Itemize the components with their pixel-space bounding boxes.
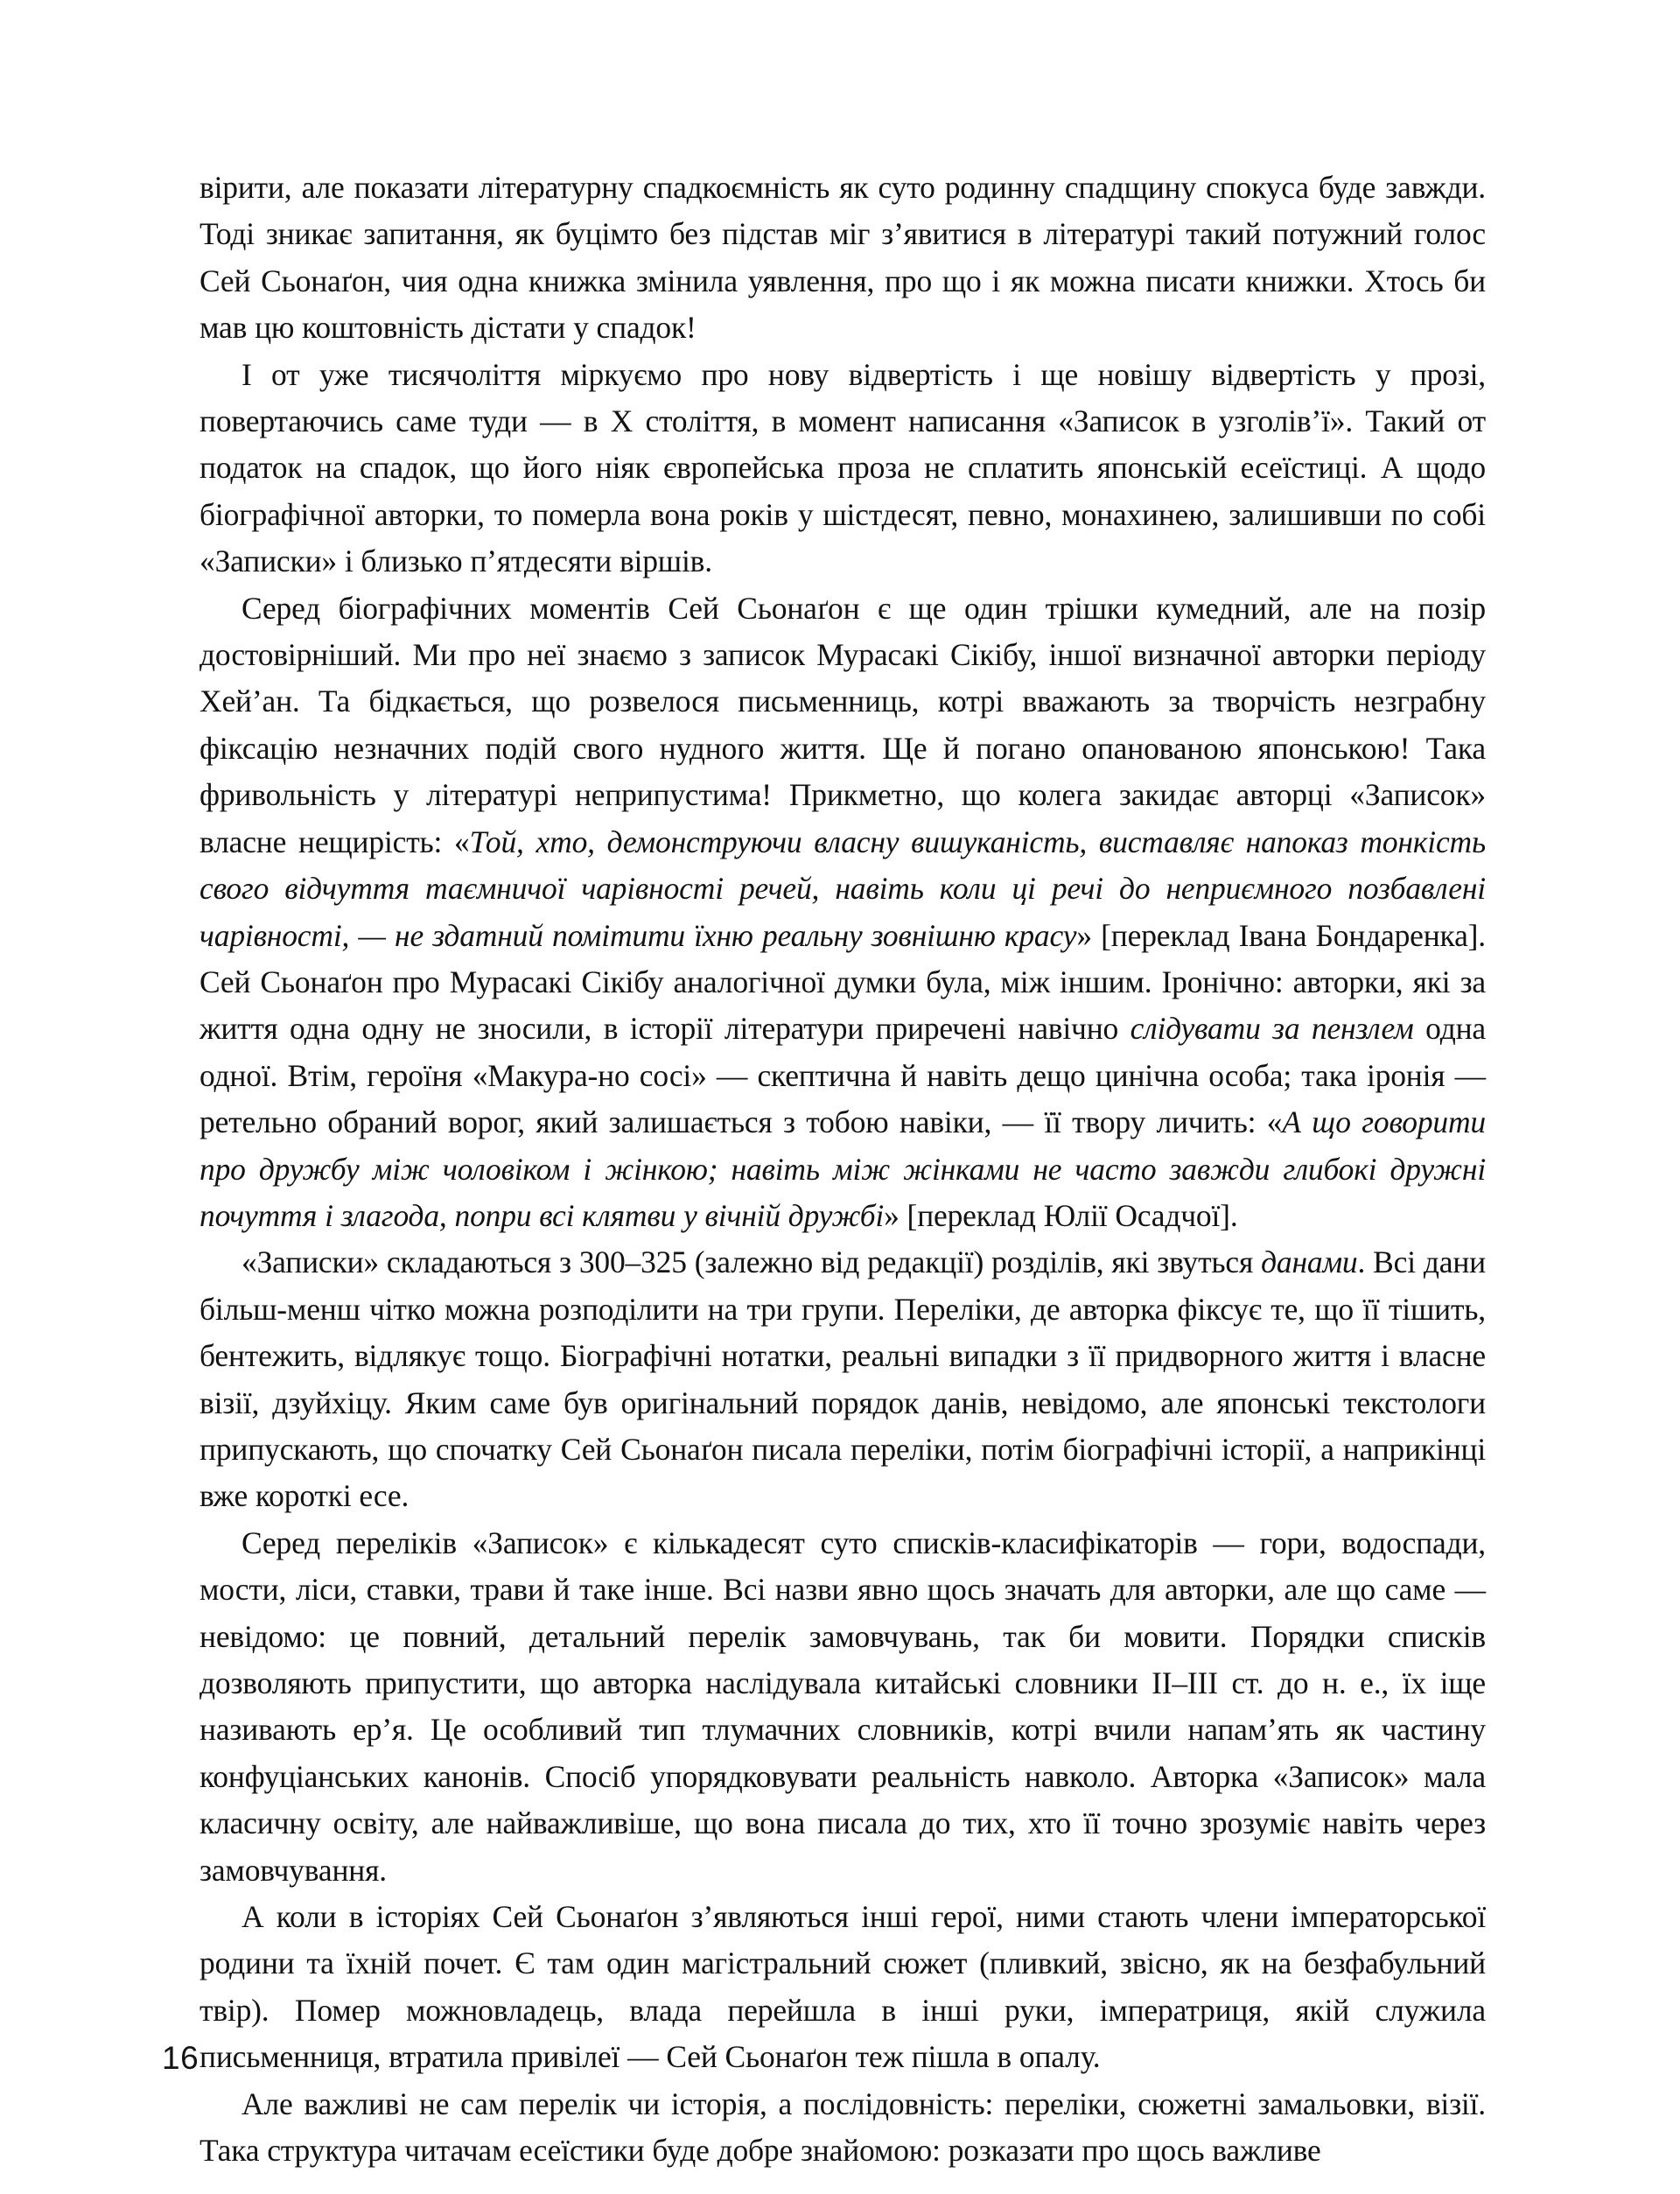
text-run: Серед біографічних моментів Сей Сьонаґон є ще один трішки кумедний, але на позір достовірніший. Ми про неї знаємо з записок Мурасакі Сікібу, іншої визначної авторки періоду Хей’ан. Та бідкається, що розвелося письменниць, котрі вважають за творчість незграбну фіксацію незначних подій свого нудного життя. Ще й погано опанованою японською! Така фривольність у літературі неприпустима! Прикметно, що колега закидає авторці «Записок» власне нещирість: « [200, 590, 1486, 859]
text-run: » [переклад Івана Бондаренка]. Сей Сьонаґон про Мурасакі Сікібу аналогічної думки була, між іншим. Іронічно: авторки, які за життя одна одну не зносили, в історії літератури приречені навічно [200, 917, 1487, 1047]
paragraph-7 [200, 2081, 1486, 2175]
quoted-italic-run: А що говорити про дружбу між чоловіком і жінкою; навіть між жінками не часто завжди глибокі дружні почуття і злагода, попри всі клятви у вічній дружбі [200, 1104, 1486, 1233]
quoted-italic-run: данами [1261, 1244, 1358, 1280]
paragraph-3 [200, 585, 1486, 1240]
text-run: І от уже тисячоліття міркуємо про нову відвертість і ще новішу відвертість у прозі, повертаючись саме туди — в Х століття, в момент написання «Записок в узголів’ї». Такий от податок на спадок, що його ніяк європейська проза не сплатить японській есеїстиці. А щодо біографічної авторки, то померла вона років у шістдесят, певно, монахинею, залишивши по собі «Записки» і близько п’ятдесяти віршів. [200, 356, 1486, 579]
text-run: вірити, але показати літературну спадкоємність як суто родинну спадщину спокуса буде завжди. Тоді зникає запитання, як буцімто без підстав міг з’явитися в літературі такий потужний голос Сей Сьонаґон, чия одна книжка змінила уявлення, про що і як можна писати книжки. Хтось би мав цю коштовність дістати у спадок! [200, 170, 1486, 346]
quoted-italic-run: Той, хто, демонструючи власну вишуканість, виставляє напоказ тонкість свого відчуття таємничої чарівності речей, навіть коли ці речі до неприємного позбавлені чарівності, — не здатний помітити їхню реальну зовнішню красу [200, 824, 1486, 953]
quoted-italic-run: слідувати за пензлем [1130, 1011, 1414, 1047]
text-run: . Всі дани більш-менш чітко можна розподілити на три групи. Переліки, де авторка фіксує те, що її тішить, бентежить, відлякує тощо. Біографічні нотатки, реальні випадки з її придворного життя і власне візії, дзуйхіцу. Яким саме був оригінальний порядок данів, невідомо, але японські текстологи припускають, що спочатку Сей Сьонаґон писала переліки, потім біографічні історії, а наприкінці вже короткі есе. [200, 1244, 1486, 1514]
text-run: одна одної. Втім, героїня «Макура-но сосі» — скептична й навіть дещо цинічна особа; така іронія — ретельно обраний ворог, який залишається з тобою навіки, — її твору личить: « [200, 1011, 1486, 1140]
paragraph-4 [200, 1239, 1486, 1519]
text-run: «Записки» складаються з 300–325 (залежно від редакції) розділів, які звуться [242, 1244, 1262, 1280]
paragraph-1 [200, 165, 1486, 352]
text-run: » [переклад Юлії Осадчої]. [884, 1197, 1238, 1233]
text-run: Серед переліків «Записок» є кількадесят суто списків-класифікаторів — гори, водоспади, мости, ліси, ставки, трави й таке інше. Всі назви явно щось значать для авторки, але що саме — невідомо: це повний, детальний перелік замовчувань, так би мовити. Порядки списків дозволяють припустити, що авторка наслідувала китайські словники ІІ–ІІІ ст. до н. е., їх іще називають ер’я. Це особливий тип тлумачних словників, котрі вчили напам’ять як частину конфуціанських канонів. Спосіб упорядковувати реальність навколо. Авторка «Записок» мала класичну освіту, але найважливіше, що вона писала до тих, хто її точно зрозуміє навіть через замовчування. [200, 1525, 1486, 1888]
paragraph-5 [200, 1520, 1486, 1894]
text-run: А коли в історіях Сей Сьонаґон з’являються інші герої, ними стають члени імператорської родини та їхній почет. Є там один магістральний сюжет (пливкий, звісно, як на безфабульний твір). Помер можновладець, влада перейшла в інші руки, імператриця, якій служила письменниця, втратила привілеї — Сей Сьонаґон теж пішла в опалу. [200, 1899, 1486, 2075]
page-text-block [200, 165, 1486, 2174]
paragraph-2 [200, 352, 1486, 585]
paragraph-6 [200, 1894, 1486, 2081]
page-number: 16 [162, 2040, 200, 2076]
text-run: Але важливі не сам перелік чи історія, а послідовність: переліки, сюжетні замальовки, візії. Така структура читачам есеїстики буде добре знайомою: розказати про щось важливе [200, 2085, 1486, 2169]
